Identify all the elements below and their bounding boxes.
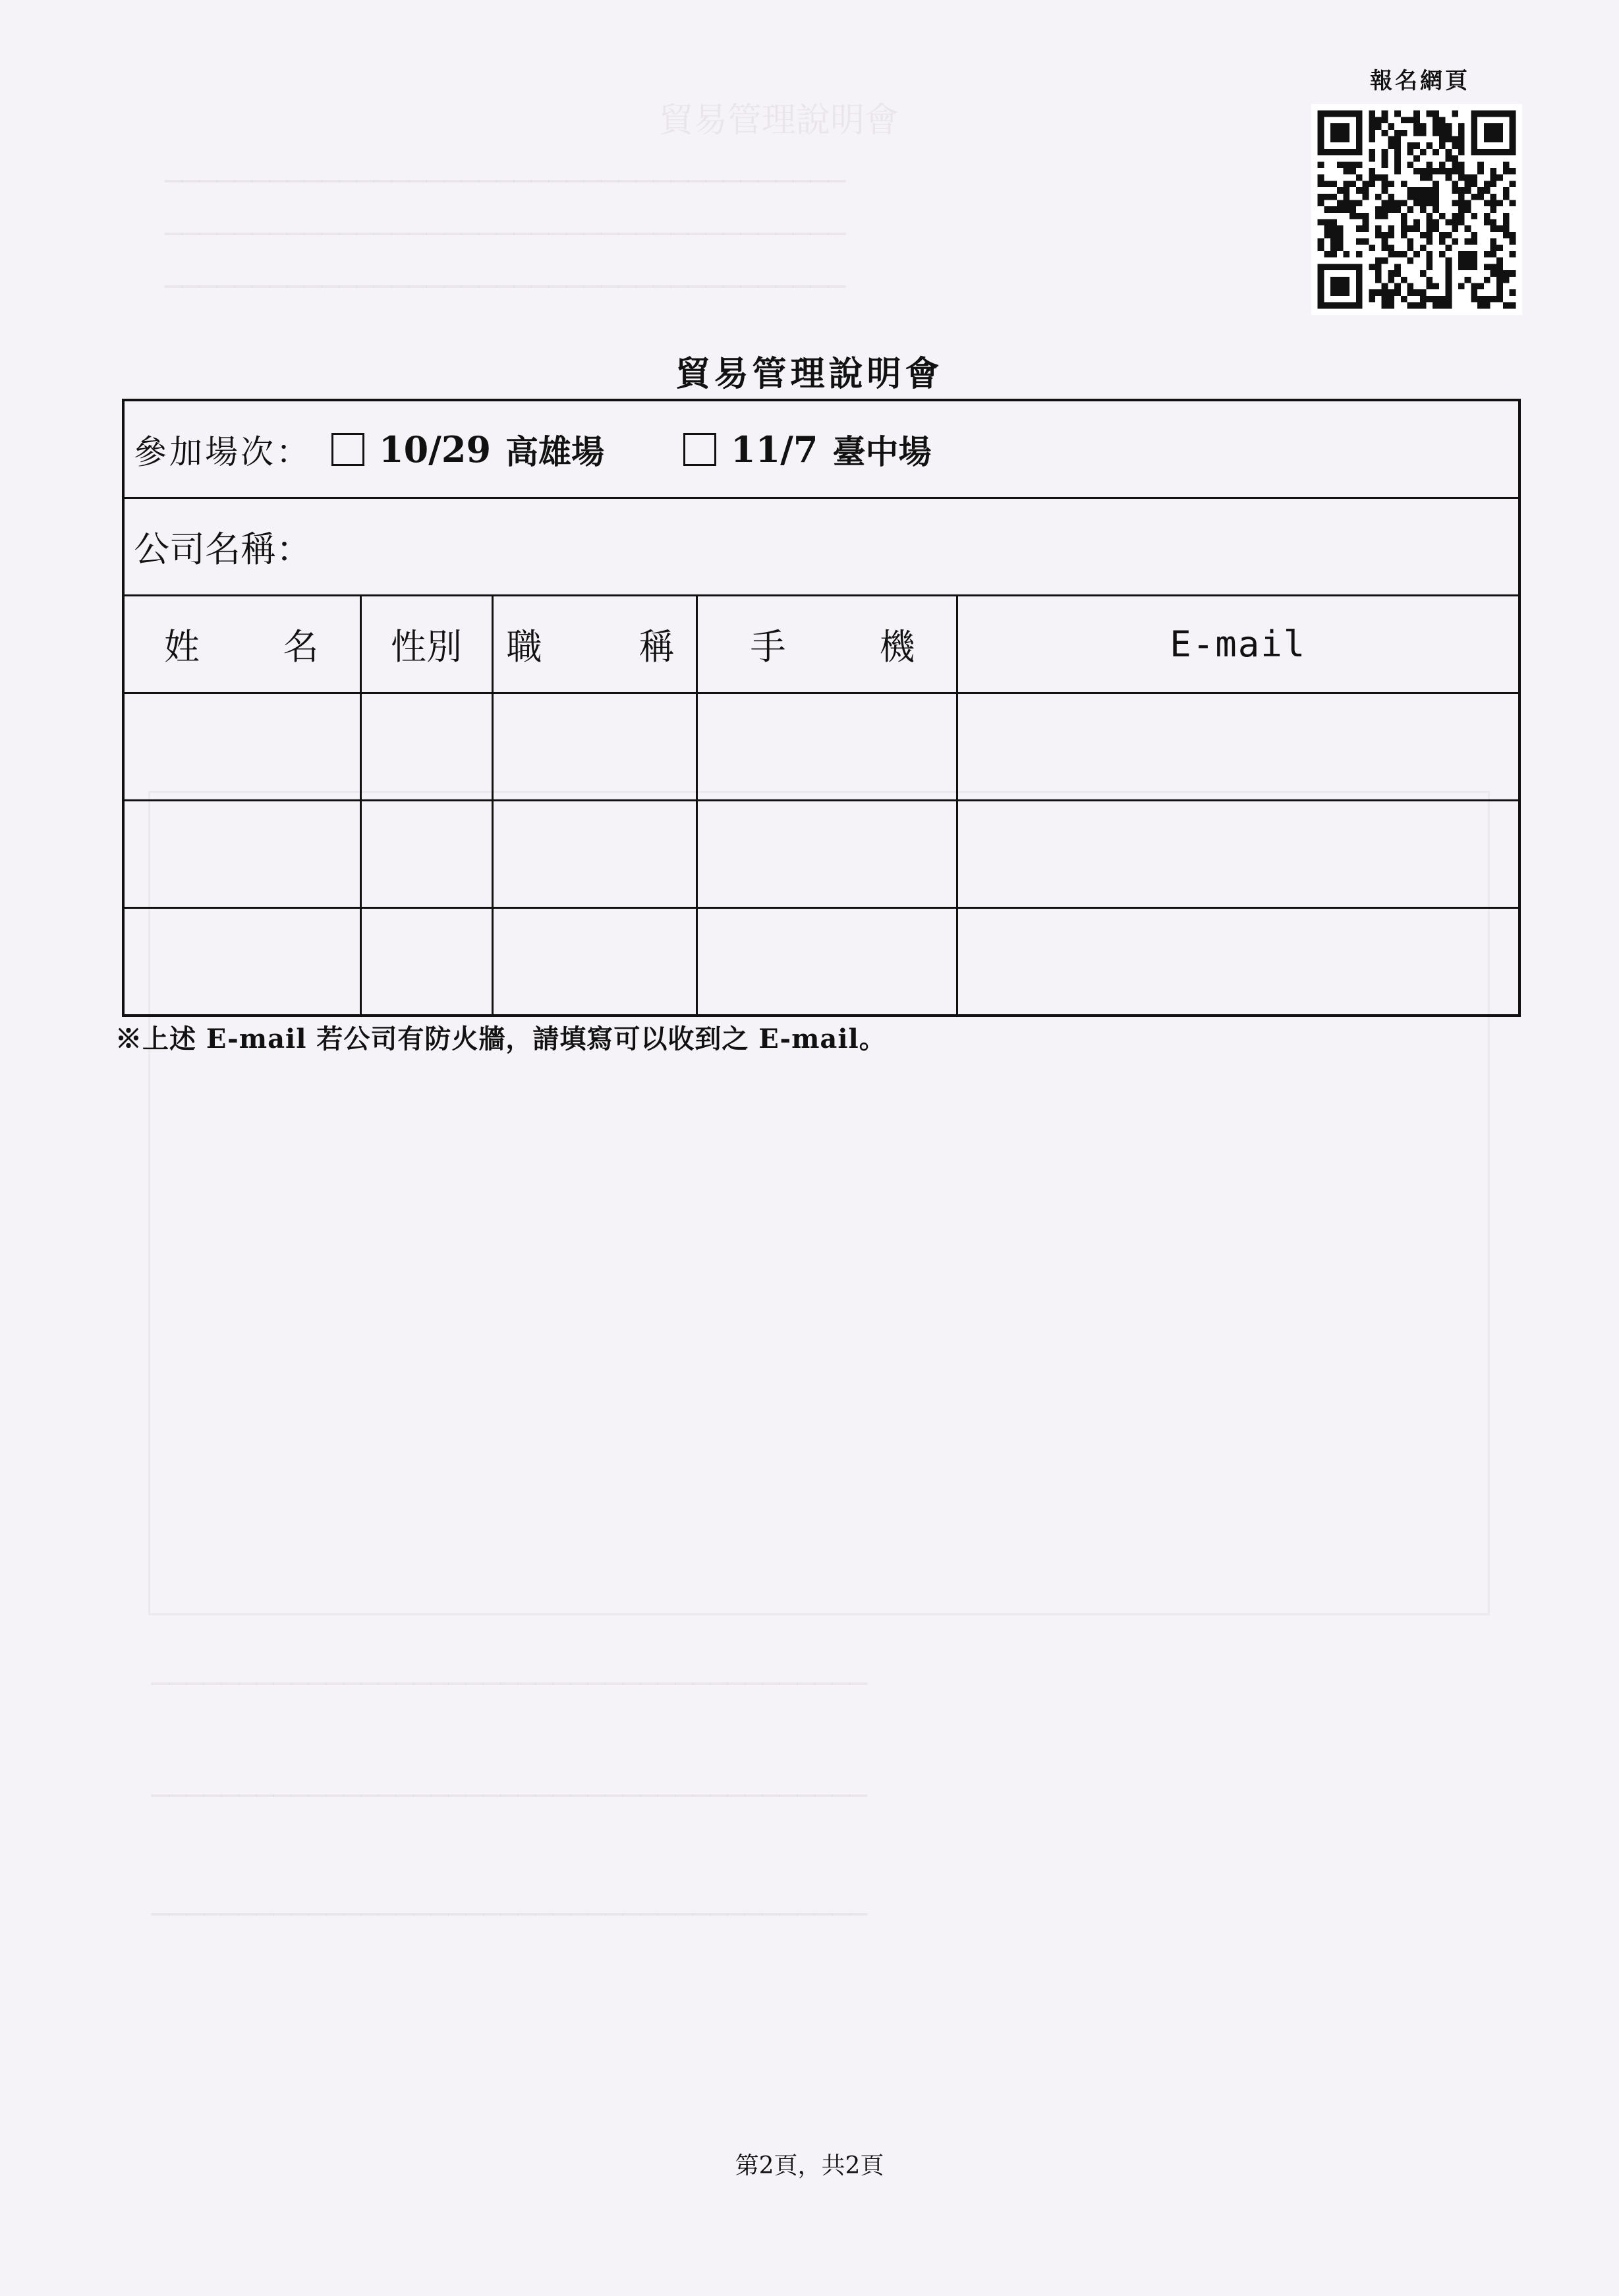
title-cell[interactable] xyxy=(492,693,696,801)
header-phone: 手 機 xyxy=(696,596,957,693)
phone-cell[interactable] xyxy=(696,693,957,801)
gender-cell[interactable] xyxy=(360,908,492,1016)
company-name-label: 公司名稱： xyxy=(134,529,312,570)
gender-cell[interactable] xyxy=(360,801,492,908)
header-title: 職 稱 xyxy=(492,596,696,693)
header-name: 姓 名 xyxy=(123,596,360,693)
phone-cell[interactable] xyxy=(696,801,957,908)
bleed-through-text: ───────────────────────────────────────── xyxy=(152,1779,868,1813)
bleed-through-text: ───────────────────────────────────────── xyxy=(152,1898,868,1932)
name-cell[interactable] xyxy=(123,801,360,908)
bleed-through-text: 貿易管理說明會 xyxy=(659,101,899,140)
table-row xyxy=(123,908,1520,1016)
email-cell[interactable] xyxy=(957,693,1520,801)
bleed-through-text: ─────────────────────────────────────── xyxy=(165,217,846,251)
email-footnote: ※上述 E-mail 若公司有防火牆，請填寫可以收到之 E-mail。 xyxy=(115,1023,886,1054)
qr-code-icon[interactable] xyxy=(1311,104,1522,315)
gender-cell[interactable] xyxy=(360,693,492,801)
qr-block xyxy=(1311,63,1529,315)
name-cell[interactable] xyxy=(123,693,360,801)
bleed-through-text: ─────────────────────────────────────── xyxy=(165,165,846,198)
qr-caption: 報名網頁 xyxy=(1370,68,1470,94)
page-number: 第2頁，共2頁 xyxy=(735,2152,884,2179)
title-cell[interactable] xyxy=(492,801,696,908)
title-cell[interactable] xyxy=(492,908,696,1016)
bleed-through-text: ───────────────────────────────────────── xyxy=(152,1667,868,1701)
session-option-taichung[interactable] xyxy=(683,426,931,473)
email-cell[interactable] xyxy=(957,908,1520,1016)
session-place: 臺中場 xyxy=(832,432,932,471)
session-label: 參加場次： xyxy=(134,432,312,471)
session-place: 高雄場 xyxy=(505,432,605,471)
email-cell[interactable] xyxy=(957,801,1520,908)
registration-table xyxy=(122,399,1521,1017)
session-date: 10/29 xyxy=(379,428,492,471)
company-row xyxy=(123,498,1520,596)
session-row xyxy=(123,400,1520,498)
phone-cell[interactable] xyxy=(696,908,957,1016)
taichung-checkbox[interactable] xyxy=(683,433,716,466)
table-row xyxy=(123,693,1520,801)
header-email: E-mail xyxy=(957,596,1520,693)
table-header-row xyxy=(123,596,1520,693)
kaohsiung-checkbox[interactable] xyxy=(331,433,364,466)
header-gender: 性別 xyxy=(360,596,492,693)
bleed-through-text: ─────────────────────────────────────── xyxy=(165,270,846,304)
name-cell[interactable] xyxy=(123,908,360,1016)
company-name-field[interactable] xyxy=(123,498,1520,596)
form-title: 貿易管理說明會 xyxy=(675,354,944,394)
session-date: 11/7 xyxy=(731,428,818,471)
session-option-kaohsiung[interactable] xyxy=(331,426,604,473)
table-row xyxy=(123,801,1520,908)
